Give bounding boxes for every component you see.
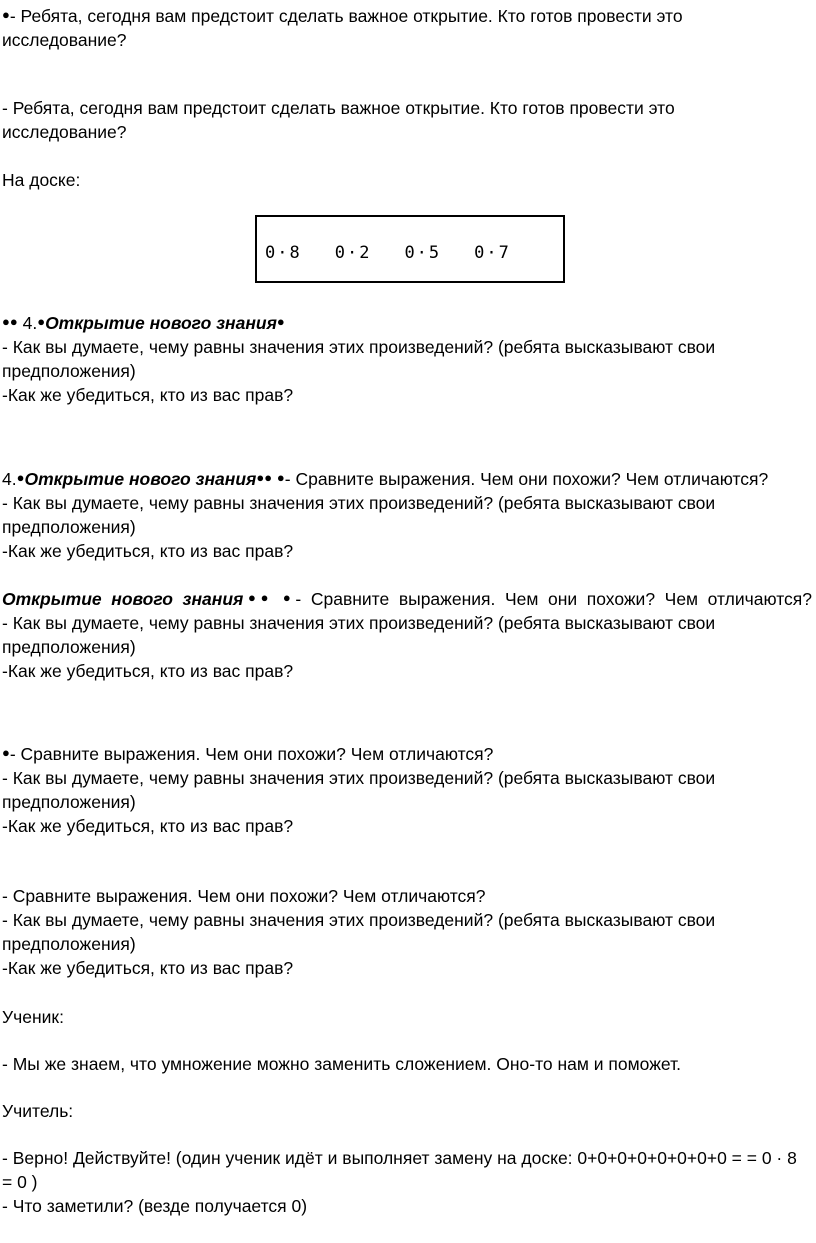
bullet-icon: ● bbox=[256, 470, 265, 485]
text-line: предположения) bbox=[2, 792, 136, 812]
bullet-icon: ● bbox=[264, 470, 273, 485]
board-expression: 0·7 bbox=[474, 243, 511, 263]
bullet-icon: ● bbox=[2, 314, 10, 329]
teacher-text bbox=[2, 1146, 812, 1218]
text-line: исследование? bbox=[2, 30, 127, 50]
text-line: -Как же убедиться, кто из вас прав? bbox=[2, 816, 294, 836]
text-line: исследование? bbox=[2, 122, 127, 142]
text-line: -Как же убедиться, кто из вас прав? bbox=[2, 958, 294, 978]
section-compare-2 bbox=[2, 884, 812, 980]
bullet-icon: ● bbox=[282, 590, 296, 605]
bullet-icon: ● bbox=[16, 470, 25, 485]
on-board-label: На доске: bbox=[2, 170, 81, 190]
board-expression: 0·8 bbox=[265, 243, 302, 263]
text-line: = 0 ) bbox=[2, 1172, 38, 1192]
bullet-icon: ● bbox=[9, 314, 18, 329]
board-expression: 0·5 bbox=[404, 243, 442, 263]
text-line: предположения) bbox=[2, 517, 136, 537]
text-line: - Ребята, сегодня вам предстоит сделать важное открытие. Кто готов провести это bbox=[2, 98, 675, 118]
bullet-icon: ● bbox=[2, 745, 10, 760]
paragraph-intro-1 bbox=[2, 3, 812, 52]
section-heading: 4.●Открытие нового знания●● ●- Сравните выражения. Чем они похожи? Чем отличаются? bbox=[2, 469, 769, 489]
bullet-icon: ● bbox=[276, 470, 285, 485]
section-heading: ●● 4.●Открытие нового знания● bbox=[2, 313, 285, 333]
section-title: Открытие нового знания bbox=[2, 589, 244, 609]
text-line: - Верно! Действуйте! (один ученик идёт и выполняет замену на доске: 0+0+0+0+0+0+0+0 = = 0 · 8 bbox=[2, 1148, 797, 1168]
text-line: -Как же убедиться, кто из вас прав? bbox=[2, 541, 294, 561]
text-line: - Как вы думаете, чему равны значения этих произведений? (ребята высказывают свои bbox=[2, 768, 716, 788]
bullet-icon: ● bbox=[243, 590, 261, 605]
text-line: - Как вы думаете, чему равны значения этих произведений? (ребята высказывают свои bbox=[2, 613, 716, 633]
text-line: ●- Ребята, сегодня вам предстоит сделать важное открытие. Кто готов провести это bbox=[2, 6, 683, 26]
text-line: - Как вы думаете, чему равны значения этих произведений? (ребята высказывают свои bbox=[2, 337, 716, 357]
section-title: Открытие нового знания bbox=[24, 469, 257, 489]
section-title: Открытие нового знания bbox=[45, 313, 277, 333]
section-heading: Открытие нового знания●● ●- Сравните выражения. Чем они похожи? Чем отличаются? bbox=[2, 589, 813, 609]
board-expression: 0·2 bbox=[334, 243, 372, 263]
bullet-icon: ● bbox=[260, 590, 274, 605]
teacher-label: Учитель: bbox=[2, 1101, 74, 1121]
pupil-label: Ученик: bbox=[2, 1007, 64, 1027]
bullet-icon: ● bbox=[276, 314, 285, 329]
bullet-icon: ● bbox=[37, 314, 46, 329]
text-line: -Как же убедиться, кто из вас прав? bbox=[2, 661, 294, 681]
section-4-b bbox=[2, 466, 812, 563]
paragraph-intro-2 bbox=[2, 96, 812, 144]
text-line: - Как вы думаете, чему равны значения этих произведений? (ребята высказывают свои bbox=[2, 910, 716, 930]
board-image bbox=[255, 215, 565, 283]
section-4-c bbox=[2, 586, 812, 683]
bullet-icon: ● bbox=[2, 7, 10, 22]
text-line: ●- Сравните выражения. Чем они похожи? Чем отличаются? bbox=[2, 744, 494, 764]
text-line: -Как же убедиться, кто из вас прав? bbox=[2, 385, 294, 405]
text-line: предположения) bbox=[2, 361, 136, 381]
text-line: - Сравните выражения. Чем они похожи? Чем отличаются? bbox=[2, 886, 486, 906]
pupil-text: - Мы же знаем, что умножение можно заменить сложением. Оно-то нам и поможет. bbox=[2, 1054, 682, 1074]
section-compare-1 bbox=[2, 741, 812, 838]
section-4-a bbox=[2, 310, 812, 407]
text-line: - Что заметили? (везде получается 0) bbox=[2, 1196, 308, 1216]
text-line: - Как вы думаете, чему равны значения этих произведений? (ребята высказывают свои bbox=[2, 493, 716, 513]
text-line: предположения) bbox=[2, 934, 136, 954]
text-line: предположения) bbox=[2, 637, 136, 657]
